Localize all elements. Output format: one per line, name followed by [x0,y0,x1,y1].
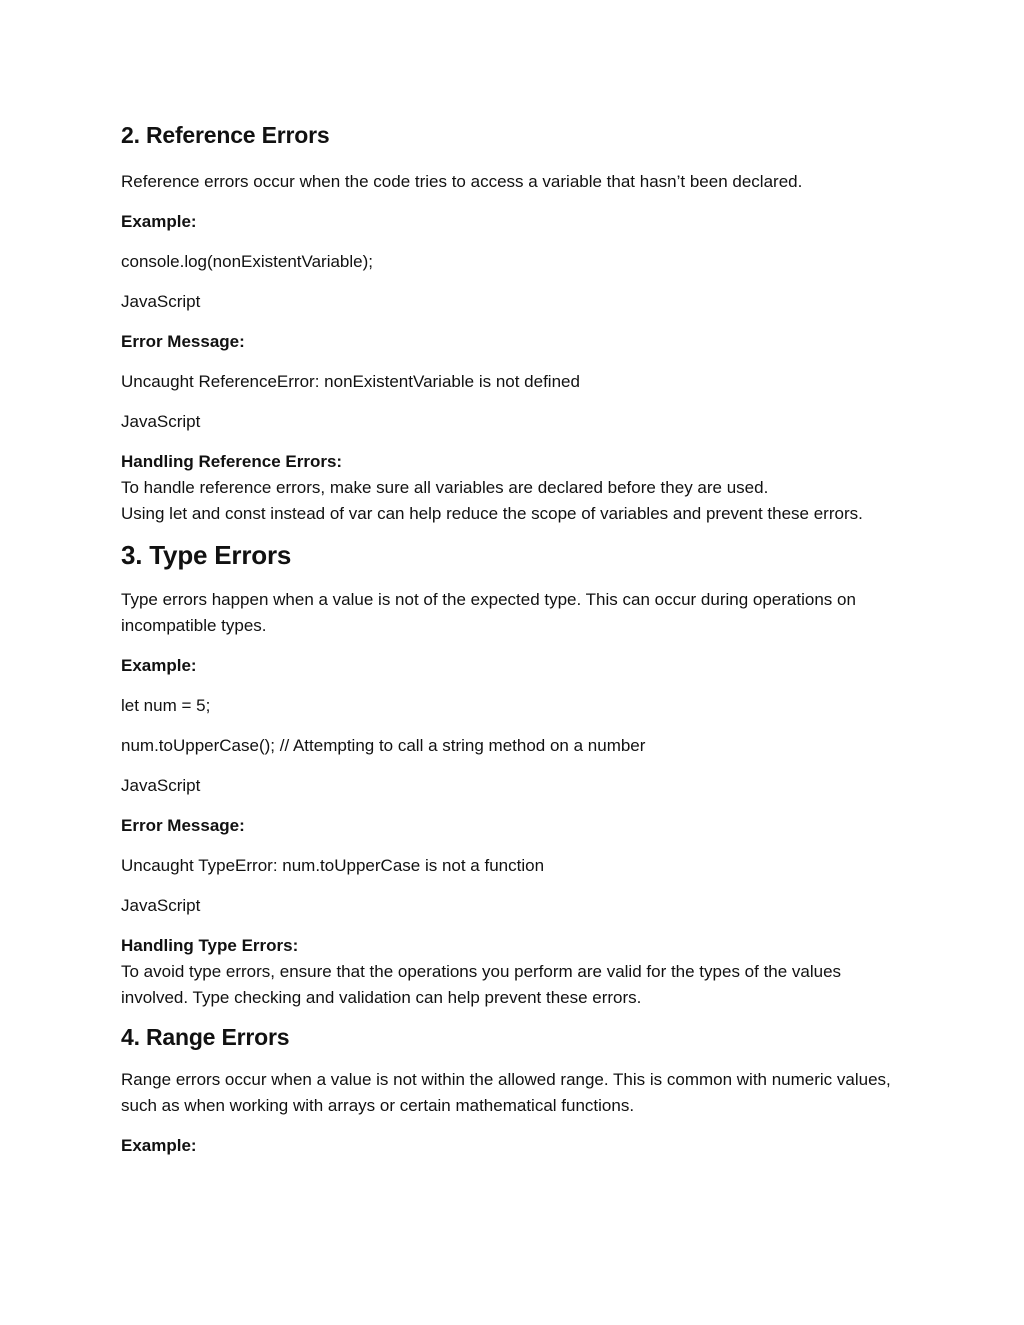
range-errors-heading: 4. Range Errors [121,1024,290,1050]
reference-error-message-label: Error Message: [121,332,245,351]
document-page [121,119,901,1159]
reference-code-line: console.log(nonExistentVariable); [121,252,373,271]
reference-code-language-1: JavaScript [121,292,201,311]
reference-handling-label: Handling Reference Errors: [121,452,343,471]
type-code-language-1: JavaScript [121,776,201,795]
type-handling-block [121,933,901,1011]
type-error-message-text: Uncaught TypeError: num.toUpperCase is not a function [121,856,545,875]
type-code-line-2: num.toUpperCase(); // Attempting to call a string method on a number [121,736,646,755]
type-handling-text: To avoid type errors, ensure that the operations you perform are valid for the types of the values involved. Type checking and validation can help prevent these errors. [121,962,842,1007]
type-code-line-1: let num = 5; [121,696,211,715]
reference-example-label: Example: [121,212,197,231]
type-handling-label: Handling Type Errors: [121,936,299,955]
reference-errors-intro: Reference errors occur when the code tries to access a variable that hasn’t been declared. [121,172,803,191]
type-example-label: Example: [121,656,197,675]
type-code-language-2: JavaScript [121,896,201,915]
type-errors-heading: 3. Type Errors [121,540,292,570]
reference-error-message-text: Uncaught ReferenceError: nonExistentVariable is not defined [121,372,580,391]
reference-errors-heading: 2. Reference Errors [121,122,330,148]
type-errors-intro: Type errors happen when a value is not of the expected type. This can occur during operations on incompatible types. [121,590,856,635]
range-errors-intro: Range errors occur when a value is not within the allowed range. This is common with numeric values, such as when working with arrays or certain mathematical functions. [121,1070,891,1115]
reference-code-language-2: JavaScript [121,412,201,431]
range-example-label: Example: [121,1136,197,1155]
type-error-message-label: Error Message: [121,816,245,835]
reference-handling-block [121,449,901,527]
reference-handling-line-2: Using let and const instead of var can help reduce the scope of variables and prevent these errors. [121,504,863,523]
reference-handling-line-1: To handle reference errors, make sure all variables are declared before they are used. [121,478,769,497]
